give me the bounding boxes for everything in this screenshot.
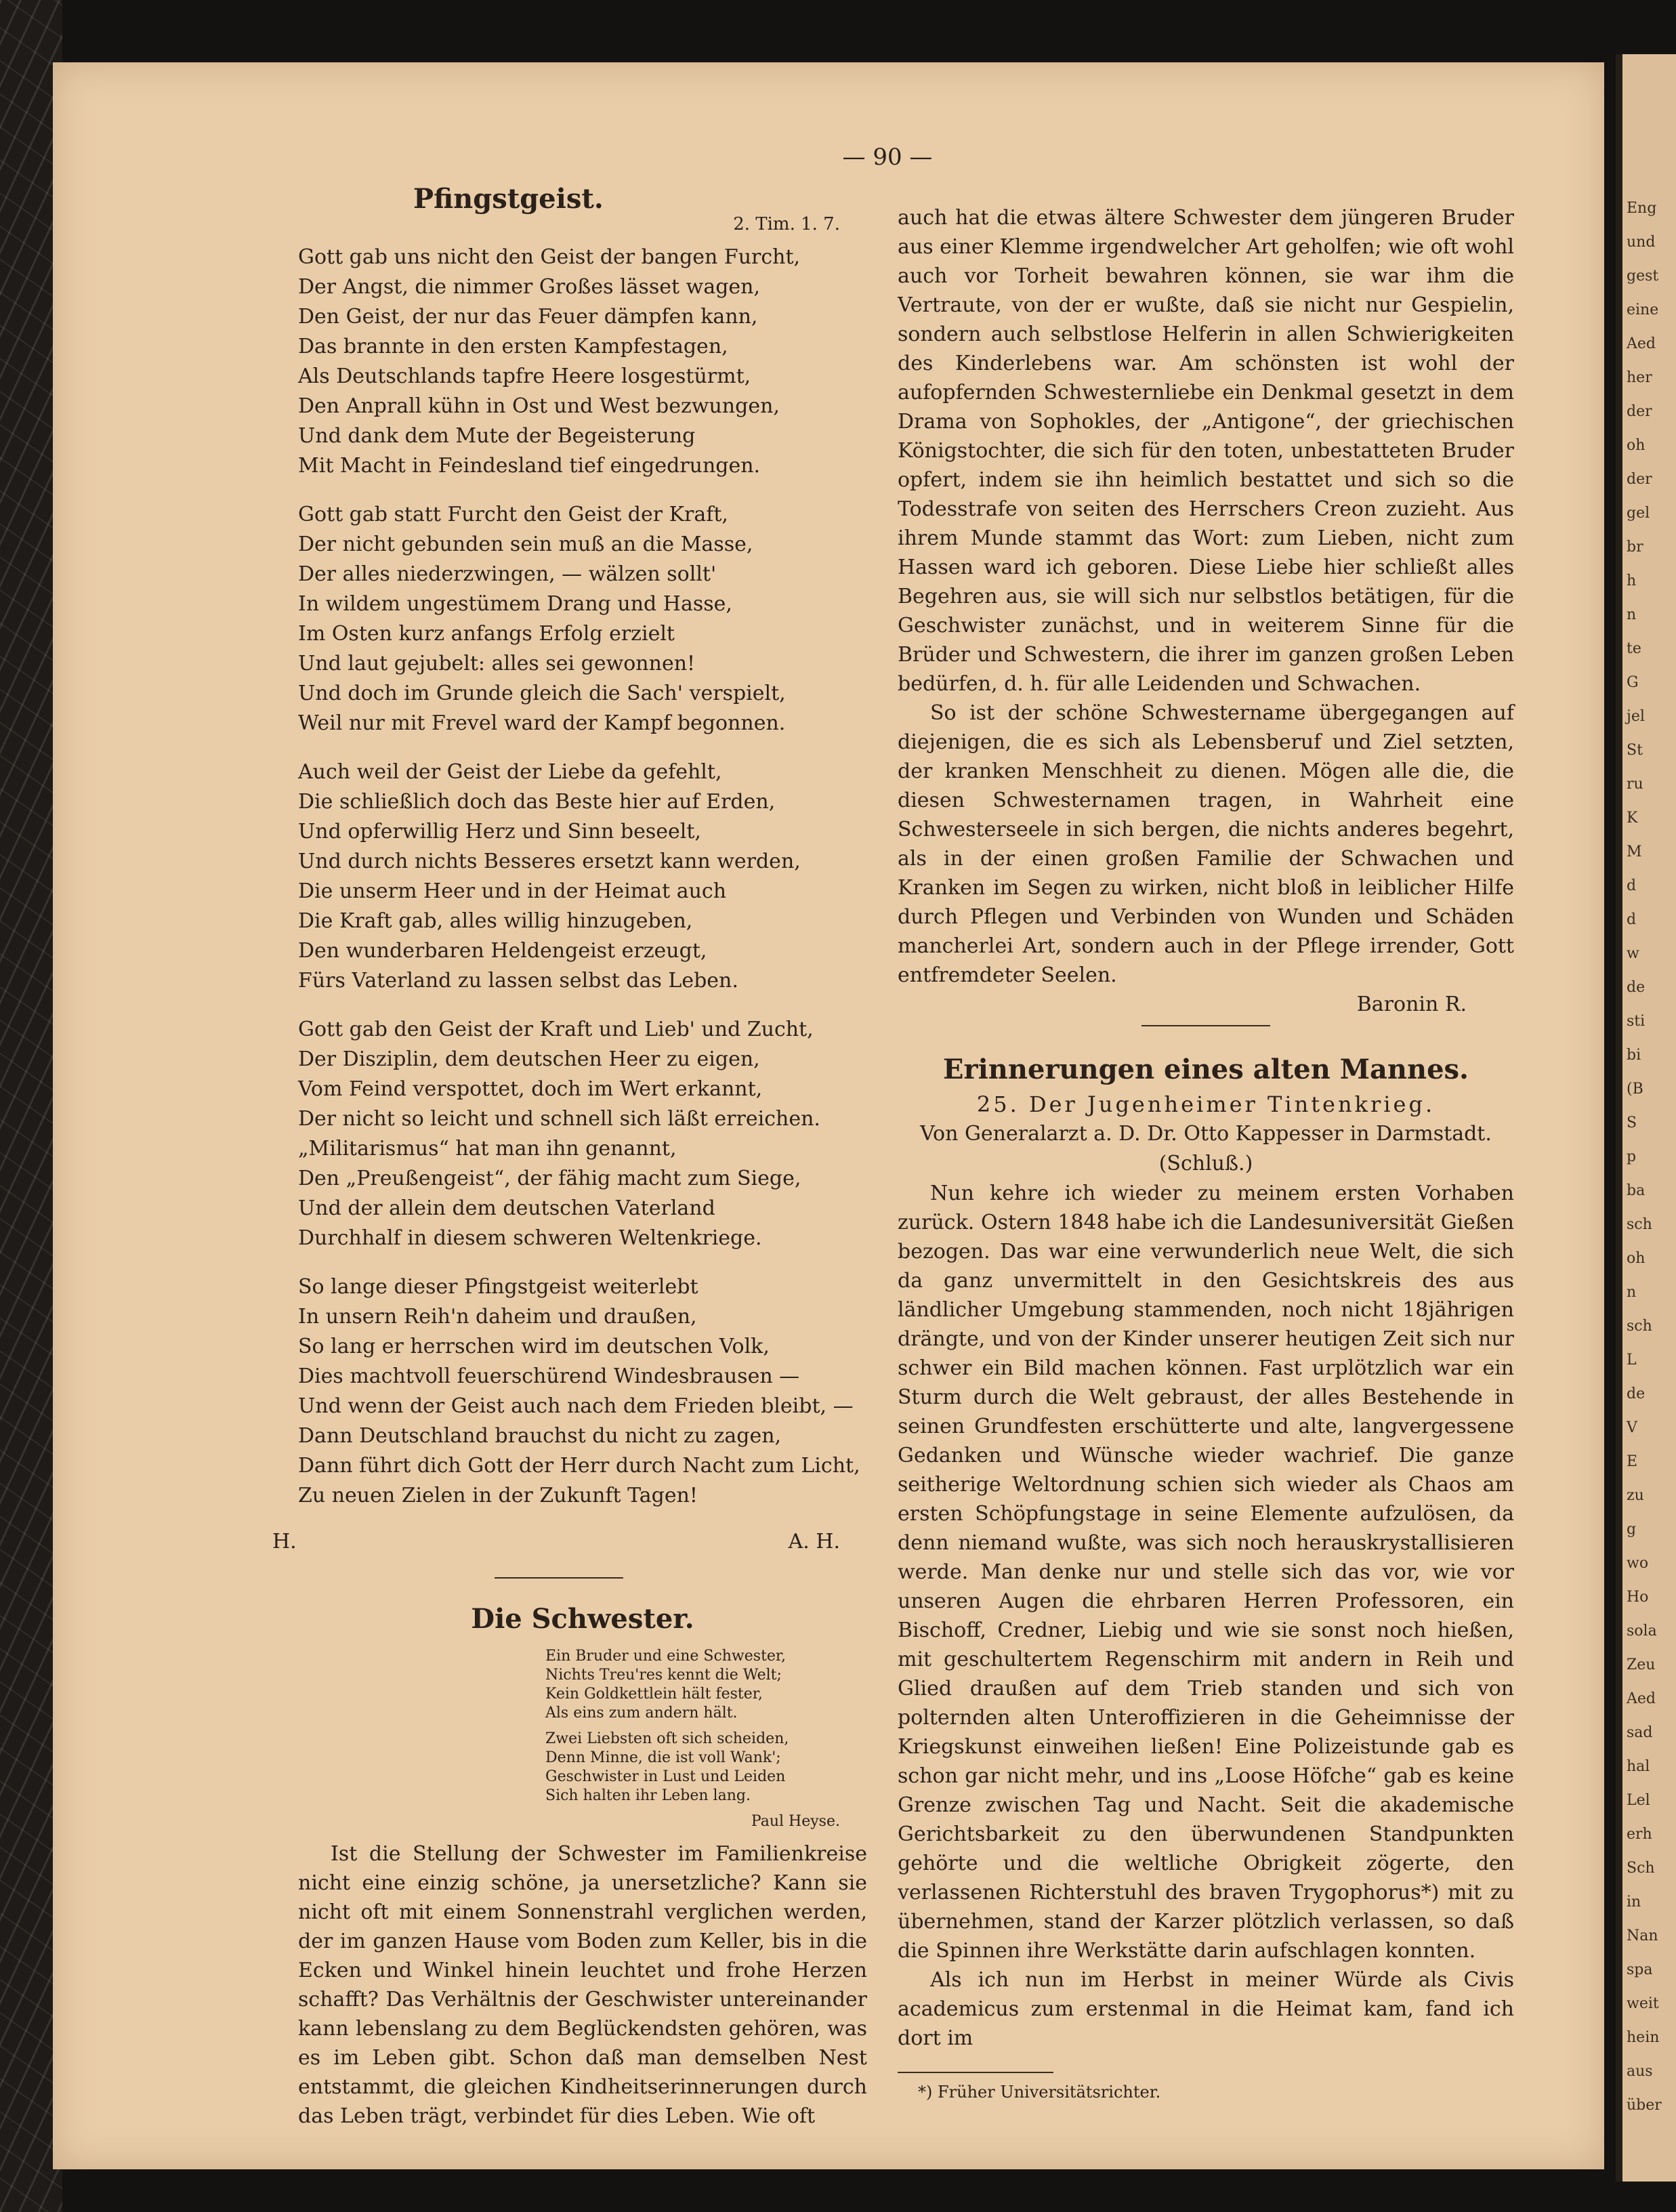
poem-stanza	[298, 243, 867, 481]
next-page-fragment: eine	[1627, 301, 1659, 318]
next-page-fragment: in	[1627, 1894, 1641, 1911]
motto-line: Sich halten ihr Leben lang.	[545, 1787, 751, 1804]
poem-line: In wildem ungestümem Drang und Hasse,	[298, 592, 732, 616]
next-page-fragment: oh	[1627, 1250, 1646, 1267]
next-page-fragment: sch	[1627, 1318, 1652, 1335]
next-page-fragment: hein	[1627, 2029, 1660, 2046]
next-page-fragment: gel	[1627, 505, 1650, 522]
poem-line: Die unserm Heer und in der Heimat auch	[298, 879, 727, 903]
poem-line: Und laut gejubelt: alles sei gewonnen!	[298, 652, 696, 675]
essay-title: Die Schwester.	[471, 1603, 694, 1635]
left-column	[272, 183, 867, 2131]
poem-line: Gott gab den Geist der Kraft und Lieb' und Zucht,	[298, 1018, 814, 1041]
next-page-fragment: über	[1627, 2097, 1662, 2114]
poem-line: Zu neuen Zielen in der Zukunft Tagen!	[298, 1484, 698, 1507]
poem-line: Und wenn der Geist auch nach dem Frieden bleibt, —	[298, 1394, 854, 1418]
motto-line: Geschwister in Lust und Leiden	[545, 1768, 786, 1785]
poem-line: Der nicht so leicht und schnell sich läßt erreichen.	[298, 1107, 820, 1131]
next-page-fragment: sch	[1627, 1216, 1652, 1233]
next-page-fragment: h	[1627, 572, 1637, 589]
next-page-fragment: spa	[1627, 1961, 1653, 1978]
motto-stanza	[545, 1730, 830, 1806]
poem-reference: 2. Tim. 1. 7.	[733, 214, 840, 234]
next-page-fragment: her	[1627, 369, 1652, 386]
separator-rule-right	[1141, 1025, 1270, 1026]
right-column	[898, 203, 1514, 2102]
next-page-fragment: Eng	[1627, 200, 1657, 217]
poem-stanza	[298, 757, 867, 996]
poem-line: Und opferwillig Herz und Sinn beseelt,	[298, 820, 701, 843]
poem-signature-right: A. H.	[788, 1530, 840, 1553]
poem-line: Als Deutschlands tapfre Heere losgestürmt,	[298, 364, 751, 388]
footnote-rule	[898, 2072, 1053, 2073]
next-page-fragment: gest	[1627, 268, 1659, 285]
poem-line: Gott gab uns nicht den Geist der bangen Furcht,	[298, 245, 801, 269]
next-page-fragment: de	[1627, 979, 1646, 996]
poem-line: Im Osten kurz anfangs Erfolg erzielt	[298, 622, 675, 646]
next-page-fragment: wo	[1627, 1555, 1649, 1572]
poem-stanza	[298, 500, 867, 738]
next-page-fragment: L	[1627, 1352, 1637, 1369]
essay-continued-2: So ist der schöne Schwestername übergegangen auf diejenigen, die es sich als Lebensberuf und Ziel setzten, der kranken Menschheit zu dienen. Mögen alle die, die diesen Schwesternamen tragen, in Wahrheit eine Schwesterseele in sich bergen, die nichts anderes begehrt, als in der einen großen Familie der Schwachen und Kranken im Segen zu wirken, nicht bloß in leiblicher Hilfe durch Pflegen und Verbinden von Wunden und Schäden mancherlei Art, sondern auch in der Pflege irrender, Gott entfremdeter Seelen.	[898, 701, 1514, 987]
next-page-fragment: jel	[1627, 708, 1645, 725]
next-page-fragment: weit	[1627, 1995, 1659, 2012]
separator-rule	[495, 1577, 623, 1579]
next-page-fragment: n	[1627, 1284, 1637, 1301]
next-page-fragment: S	[1627, 1114, 1637, 1131]
next-page-fragment: g	[1627, 1521, 1637, 1538]
footnote: *) Früher Universitätsrichter.	[918, 2083, 1161, 2102]
poem-line: In unsern Reih'n daheim und draußen,	[298, 1305, 697, 1329]
next-page-fragment: Sch	[1627, 1860, 1655, 1877]
memoir-subtitle: 25. Der Jugenheimer Tintenkrieg.	[976, 1091, 1436, 1117]
next-page-fragment: sad	[1627, 1724, 1653, 1741]
next-page-fragment: w	[1627, 945, 1639, 962]
next-page-fragment: aus	[1627, 2063, 1653, 2080]
next-page-fragment: n	[1627, 606, 1637, 623]
next-page-fragment: oh	[1627, 437, 1646, 454]
motto-line: Zwei Liebsten oft sich scheiden,	[545, 1730, 789, 1747]
next-page-fragment: zu	[1627, 1487, 1644, 1504]
poem-line: So lang er herrschen wird im deutschen Volk,	[298, 1335, 770, 1358]
next-page-fragment: Ho	[1627, 1589, 1649, 1606]
memoir-byline: Von Generalarzt a. D. Dr. Otto Kappesser in Darmstadt.	[920, 1122, 1492, 1146]
next-page-fragment: St	[1627, 742, 1643, 759]
next-page-fragment: erh	[1627, 1826, 1652, 1843]
poem-line: Auch weil der Geist der Liebe da gefehlt,	[298, 760, 722, 784]
next-page-fragment: E	[1627, 1453, 1638, 1470]
next-page-fragment: K	[1627, 810, 1638, 827]
poem-line: Der alles niederzwingen, — wälzen sollt'	[298, 562, 717, 586]
poem-line: Durchhalf in diesem schweren Weltenkriege.	[298, 1226, 762, 1250]
memoir-paragraph-1: Nun kehre ich wieder zu meinem ersten Vorhaben zurück. Ostern 1848 habe ich die Landesuniversität Gießen bezogen. Das war eine verwunderlich neue Welt, die sich da ganz unvermittelt in den Gesichtskreis des aus ländlicher Umgebung stammenden, noch nicht 18jährigen drängte, und von der Kinder unserer heutigen Zeit sich nur schwer ein Bild machen können. Fast urplötzlich war ein Sturm durch die Welt gebraust, der alles Bestehende in seinen Grundfesten erschütterte und alte, langvergessene Gedanken und Wünsche wieder wachrief. Die ganze seitherige Weltordnung schien sich wieder als Chaos am ersten Schöpfungstage in seine Elemente aufzulösen, da denn niemand wußte, was sich noch herauskrystallisieren werde. Man denke nur und stelle sich das vor, wie vor unseren Augen die ehrbaren Herren Professoren, ein Bischoff, Credner, Liebig und wie sie sonst noch hießen, mit geschultertem Regenschirm mit andern in Reih und Glied draußen auf dem Trieb standen und sich von polternden alten Unteroffizieren in die Geheimnisse der Kriegskunst einweihen ließen! Eine Polizeistunde gab es schon gar nicht mehr, und ins „Loose Höfche“ gab es keine Grenze zwischen Tag und Nacht. Seit die akademische Gerichtsbarkeit zu den überwundenen Standpunkten gehörte und die weltliche Obrigkeit zögerte, den verlassenen Richterstuhl des braven Trygophorus*) mit zu übernehmen, stand der Karzer plötzlich verlassen, so daß die Spinnen ihre Werkstätte darin aufschlagen konnten.	[898, 1182, 1514, 1963]
motto-stanza	[545, 1647, 830, 1723]
poem-stanza	[298, 1272, 867, 1511]
poem-line: Und durch nichts Besseres ersetzt kann werden,	[298, 850, 801, 873]
poem-title: Pfingstgeist.	[413, 183, 604, 215]
motto-line: Ein Bruder und eine Schwester,	[545, 1648, 787, 1665]
poem-line: Den „Preußengeist“, der fähig macht zum Siege,	[298, 1167, 801, 1190]
poem-line: Dann führt dich Gott der Herr durch Nacht zum Licht,	[298, 1454, 860, 1478]
poem-line: Die schließlich doch das Beste hier auf Erden,	[298, 790, 776, 814]
motto-line: Nichts Treu'res kennt die Welt;	[545, 1667, 782, 1684]
memoir-note: (Schluß.)	[1158, 1152, 1253, 1175]
next-page-fragment: V	[1627, 1419, 1637, 1436]
page-number: — 90 —	[842, 144, 933, 171]
poem-line: Fürs Vaterland zu lassen selbst das Leben.	[298, 969, 738, 993]
next-page-fragment: M	[1627, 843, 1642, 860]
next-page-fragment: p	[1627, 1148, 1637, 1165]
poem-line: Gott gab statt Furcht den Geist der Kraft,	[298, 503, 728, 526]
poem-signature-left: H.	[272, 1530, 297, 1553]
memoir-title: Erinnerungen eines alten Mannes.	[943, 1053, 1469, 1085]
next-page-fragment: der	[1627, 471, 1652, 488]
next-page-fragment: bi	[1627, 1047, 1641, 1064]
next-page-fragment: G	[1627, 674, 1639, 691]
next-page-fragment: der	[1627, 403, 1652, 420]
poem-body	[298, 243, 867, 1511]
motto-line: Kein Goldkettlein hält fester,	[545, 1686, 763, 1703]
poem-line: Dies machtvoll feuerschürend Windesbrausen —	[298, 1364, 800, 1388]
poem-line: Den Anprall kühn in Ost und West bezwungen,	[298, 394, 780, 418]
essay-motto	[545, 1647, 830, 1806]
next-page-fragment: d	[1627, 911, 1637, 928]
poem-line: Der Disziplin, dem deutschen Heer zu eigen,	[298, 1047, 760, 1071]
next-page-fragment: sola	[1627, 1623, 1657, 1640]
poem-line: Das brannte in den ersten Kampfestagen,	[298, 335, 728, 358]
next-page-fragment: ru	[1627, 776, 1643, 793]
poem-line: Und der allein dem deutschen Vaterland	[298, 1196, 715, 1220]
next-page-fragment: Zeu	[1627, 1656, 1656, 1673]
poem-line: „Militarismus“ hat man ihn genannt,	[298, 1137, 677, 1161]
next-page-fragment: de	[1627, 1385, 1646, 1402]
essay-continued-1: auch hat die etwas ältere Schwester dem jüngeren Bruder aus einer Klemme irgendwelcher Art geholfen; wie oft wohl auch vor Torheit bewahren können, sie war ihm die Vertraute, von der er wußte, daß sie nicht nur Gespielin, sondern auch selbstlose Helferin in allen Schwierigkeiten des Kinderlebens war. Am schönsten ist wohl der aufopfernden Schwesternliebe ein Denkmal gesetzt in dem Drama von Sophokles, der „Antigone“, der griechischen Königstochter, die sich für den toten, unbestatteten Bruder opfert, indem sie ihn heimlich bestattet und sich so die Todesstrafe von seiten des Herrschers Creon zuzieht. Aus ihrem Munde stammt das Wort: zum Lieben, nicht zum Hassen ward ich geboren. Diese Liebe hier schließt alles Begehren aus, sie will sich nur selbstlos betätigen, für die Geschwister zunächst, und in weiterem Sinne für die Brüder und Schwestern, die ihrer im ganzen großen Leben bedürfen, d. h. für alle Leidenden und Schwachen.	[898, 206, 1514, 696]
next-page-edge	[1616, 54, 1676, 2182]
poem-signature	[272, 1530, 867, 1560]
poem-line: Den wunderbaren Heldengeist erzeugt,	[298, 939, 707, 963]
memoir-paragraph-2: Als ich nun im Herbst in meiner Würde als Civis academicus zum erstenmal in die Heimat kam, fand ich dort im	[898, 1968, 1514, 2050]
next-page-fragment: Nan	[1627, 1927, 1658, 1944]
next-page-fragment: d	[1627, 877, 1637, 894]
poem-line: Den Geist, der nur das Feuer dämpfen kann,	[298, 305, 758, 329]
poem-stanza	[298, 1015, 867, 1253]
poem-line: Vom Feind verspottet, doch im Wert erkannt,	[298, 1077, 763, 1101]
essay-text: Ist die Stellung der Schwester im Familienkreise nicht eine einzig schöne, ja unersetzliche? Kann sie nicht oft mit einem Sonnenstrahl verglichen werden, der im ganzen Hause vom Boden zum Keller, bis in die Ecken und Winkel hinein leuchtet und frohe Herzen schafft? Das Verhältnis der Geschwister untereinander kann lebenslang zu dem Beglückendsten gehören, was es im Leben gibt. Schon daß man demselben Nest entstammt, die gleichen Kindheitserinnerungen durch das Leben trägt, verbindet für dies Leben. Wie oft	[298, 1842, 867, 2128]
motto-line: Denn Minne, die ist voll Wank';	[545, 1749, 781, 1766]
next-page-fragment: hal	[1627, 1758, 1650, 1775]
next-page-fragment: te	[1627, 640, 1641, 657]
next-page-fragment: (B	[1627, 1081, 1643, 1098]
next-page-fragment: br	[1627, 539, 1643, 556]
next-page-fragment: ba	[1627, 1182, 1646, 1199]
poem-line: Der Angst, die nimmer Großes lässet wagen,	[298, 275, 761, 299]
poem-line: Die Kraft gab, alles willig hinzugeben,	[298, 909, 693, 933]
motto-attribution: Paul Heyse.	[751, 1813, 840, 1830]
poem-line: Weil nur mit Frevel ward der Kampf begonnen.	[298, 711, 786, 735]
poem-line: Und doch im Grunde gleich die Sach' verspielt,	[298, 682, 786, 705]
essay-signature: Baronin R.	[1356, 993, 1467, 1016]
next-page-fragment: sti	[1627, 1013, 1646, 1030]
poem-line: Dann Deutschland brauchst du nicht zu zagen,	[298, 1424, 782, 1448]
poem-line: Mit Macht in Feindesland tief eingedrungen.	[298, 454, 761, 478]
poem-line: So lange dieser Pfingstgeist weiterlebt	[298, 1275, 698, 1299]
next-page-fragment: und	[1627, 234, 1656, 251]
poem-line: Der nicht gebunden sein muß an die Masse,	[298, 533, 753, 556]
next-page-fragment: Aed	[1627, 335, 1656, 352]
next-page-fragment: Lel	[1627, 1792, 1650, 1809]
next-page-fragment: Aed	[1627, 1690, 1656, 1707]
poem-line: Und dank dem Mute der Begeisterung	[298, 424, 696, 448]
motto-line: Als eins zum andern hält.	[545, 1705, 738, 1721]
